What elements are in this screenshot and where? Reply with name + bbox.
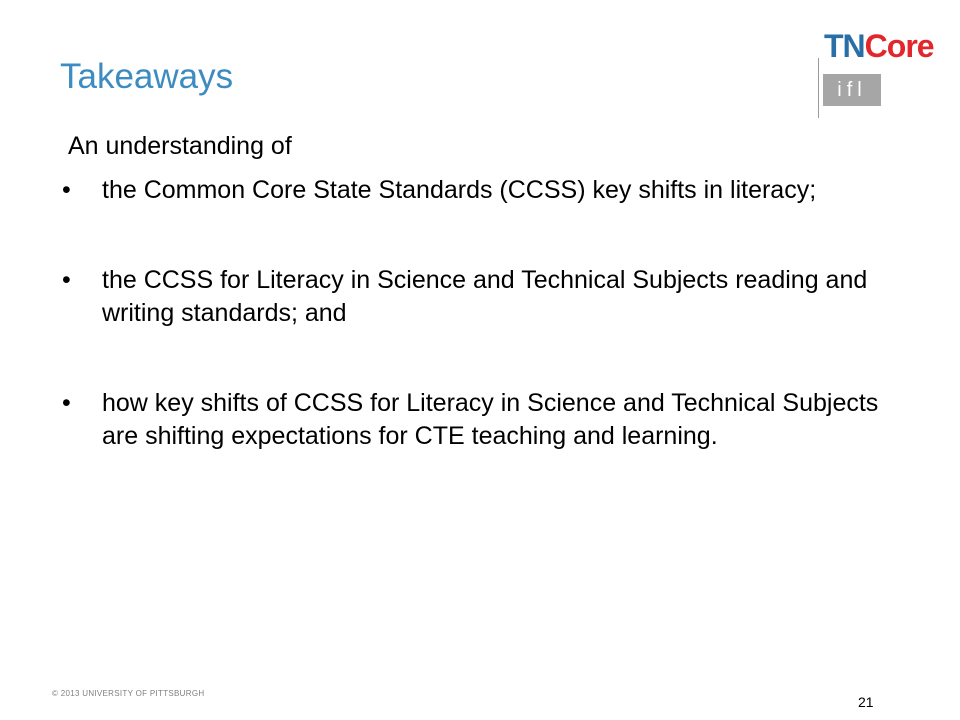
ifl-logo-badge: ifl xyxy=(823,74,881,106)
bullet-item xyxy=(60,264,920,330)
copyright-footer: © 2013 UNIVERSITY OF PITTSBURGH xyxy=(52,689,205,698)
logo-tn: TN xyxy=(824,28,865,64)
tncore-logo-text xyxy=(824,30,934,62)
intro-text: An understanding of xyxy=(68,132,292,160)
logo-divider xyxy=(818,58,819,118)
bullet-dot-icon: • xyxy=(62,389,71,417)
bullet-text: the Common Core State Standards (CCSS) key shifts in literacy; xyxy=(102,176,817,204)
bullet-text: how key shifts of CCSS for Literacy in Science and Technical Subjects are shifting expectations for CTE teaching and learning. xyxy=(102,389,879,450)
bullet-list xyxy=(60,174,920,510)
bullet-item xyxy=(60,174,920,207)
tncore-ifl-logo xyxy=(818,30,948,122)
bullet-dot-icon: • xyxy=(62,176,71,204)
slide-title: Takeaways xyxy=(60,57,234,96)
logo-core: Core xyxy=(864,28,934,64)
bullet-item xyxy=(60,387,920,453)
page-number: 21 xyxy=(858,694,874,710)
bullet-dot-icon: • xyxy=(62,266,71,294)
bullet-text: the CCSS for Literacy in Science and Technical Subjects reading and writing standards; and xyxy=(102,266,868,327)
